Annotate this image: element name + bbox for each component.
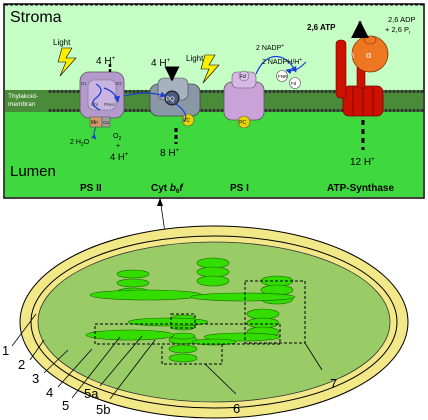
ps2-label: PS II [80,183,102,194]
svg-text:+: + [116,143,121,150]
svg-text:Ca: Ca [103,120,109,125]
svg-text:Fd: Fd [240,74,246,80]
cyt-proton-top: 4 H+ [151,58,171,69]
svg-text:Pheo: Pheo [104,102,115,107]
water-label: 2 $H_2O$ [70,139,90,148]
svg-text:α: α [366,50,372,60]
callout-5a: 5a [84,386,99,401]
callout-5: 5 [62,398,70,413]
stroma-label: Stroma [10,9,62,26]
oxygen-label: $O_2$ [113,133,122,142]
ps2-proton-top: 4 H+ [96,56,116,67]
callout-2: 2 [18,357,26,372]
ps2-proton-bottom: 4 H+ [110,152,129,163]
thylakoid-panel [4,4,424,198]
svg-text:PC: PC [183,118,190,124]
callout-3: 3 [32,371,40,386]
nadph-label: 2 NADPH/H+ [262,57,303,66]
callout-4: 4 [46,385,54,400]
svg-text:PC: PC [239,120,246,126]
atp-proton: 12 H+ [350,157,375,168]
cyt-proton-bottom: 8 H+ [160,148,180,159]
svg-text:D1: D1 [81,81,87,86]
chloroplast [20,226,408,418]
light-label-ps2: Light [53,38,71,47]
svg-text:D2: D2 [116,81,122,86]
svg-text:Fd: Fd [291,81,297,86]
nadp-label: 2 NADP+ [256,43,285,52]
pi-label: + 2,6 $P_i$ [385,25,411,36]
svg-text:FNR: FNR [278,74,288,79]
light-label-ps1: Light [186,54,204,63]
svg-text:PQ: PQ [166,97,175,103]
svg-text:Chl: Chl [91,102,98,107]
atp-label: 2,6 ATP [307,23,336,32]
cyt-label: Cyt $b_6f$ [151,183,183,195]
membrane-label-2: membran [8,101,36,108]
atp-synthase-label: ATP-Synthase [327,183,395,194]
svg-text:β: β [350,53,355,60]
callout-1: 1 [2,343,10,358]
adp-label: 2,6 ADP [388,15,416,24]
ps1-label: PS I [230,183,249,194]
membrane-label-1: Thylakoid- [8,93,38,100]
callout-5b: 5b [96,402,111,417]
svg-text:Mn: Mn [91,120,98,126]
callout-7: 7 [330,376,338,391]
lumen-label: Lumen [10,163,56,180]
callout-6: 6 [233,401,241,416]
